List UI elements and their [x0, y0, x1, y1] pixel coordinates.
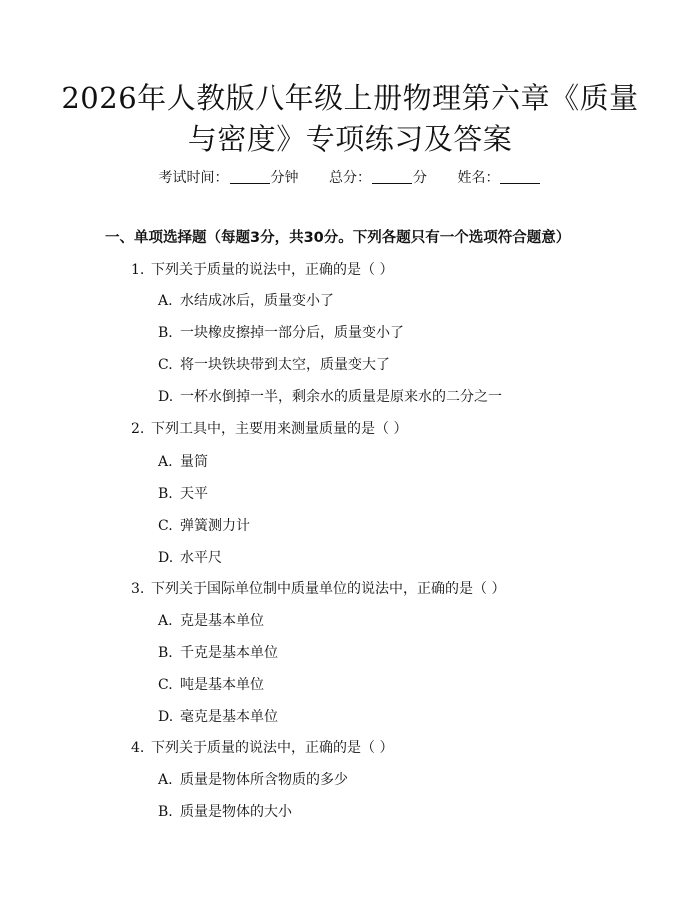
option-text: 弹簧测力计 — [180, 518, 250, 534]
option-text: 吨是基本单位 — [180, 677, 264, 693]
document-title-line-2: 与密度》专项练习及答案 — [187, 122, 513, 156]
student-name-blank — [500, 169, 540, 184]
option-text: 一杯水倒掉一半，剩余水的质量是原来水的二分之一 — [180, 389, 502, 405]
question-3 — [131, 579, 505, 599]
question-text: 下列关于质量的说法中，正确的是（ ） — [151, 740, 394, 756]
question-number: 2. — [131, 421, 145, 437]
option-2d — [158, 548, 222, 568]
option-2c — [158, 516, 250, 536]
section-heading: 一、单项选择题（每题3分，共30分。下列各题只有一个选项符合题意） — [105, 230, 571, 246]
question-2 — [131, 419, 407, 439]
option-3a — [158, 611, 264, 631]
option-text: 质量是物体的大小 — [180, 804, 292, 820]
option-text: 水结成冰后，质量变小了 — [180, 293, 334, 309]
exam-info-row — [0, 168, 700, 188]
question-number: 4. — [131, 740, 145, 756]
exam-time-unit: 分钟 — [270, 170, 299, 186]
option-letter: B. — [158, 804, 173, 820]
option-4b — [158, 802, 292, 822]
total-score-blank — [372, 169, 412, 184]
option-1a — [158, 291, 334, 311]
option-text: 千克是基本单位 — [180, 645, 278, 661]
option-text: 质量是物体所含物质的多少 — [180, 772, 348, 788]
exam-time-blank — [230, 169, 270, 184]
question-text: 下列关于质量的说法中，正确的是（ ） — [151, 262, 394, 278]
option-letter: C. — [158, 677, 173, 693]
option-letter: D. — [158, 709, 174, 725]
student-name-field — [457, 168, 541, 188]
option-1d — [158, 387, 502, 407]
option-text: 毫克是基本单位 — [180, 709, 278, 725]
total-score-unit: 分 — [413, 170, 427, 186]
option-3b — [158, 643, 278, 663]
option-text: 克是基本单位 — [180, 613, 264, 629]
option-4a — [158, 770, 348, 790]
option-text: 一块橡皮擦掉一部分后，质量变小了 — [180, 325, 404, 341]
option-letter: C. — [158, 357, 173, 373]
exam-time-label: 考试时间： — [158, 170, 229, 186]
option-letter: A. — [158, 293, 173, 309]
option-1b — [158, 323, 404, 343]
option-2b — [158, 484, 208, 504]
question-number: 1. — [131, 262, 145, 278]
option-letter: A. — [158, 772, 173, 788]
student-name-label: 姓名： — [457, 170, 500, 186]
exam-time-field — [159, 168, 299, 188]
total-score-label: 总分： — [329, 170, 371, 186]
option-text: 天平 — [180, 486, 208, 502]
option-letter: B. — [158, 645, 173, 661]
option-letter: D. — [158, 550, 174, 566]
question-text: 下列关于国际单位制中质量单位的说法中，正确的是（ ） — [151, 581, 506, 597]
question-4 — [131, 738, 393, 758]
option-3d — [158, 707, 278, 727]
option-letter: B. — [158, 325, 173, 341]
option-2a — [158, 452, 208, 472]
question-text: 下列工具中，主要用来测量质量的是（ ） — [151, 421, 408, 437]
option-letter: C. — [158, 518, 173, 534]
option-letter: A. — [158, 454, 173, 470]
question-number: 3. — [131, 581, 145, 597]
option-3c — [158, 675, 264, 695]
option-text: 水平尺 — [180, 550, 222, 566]
option-text: 将一块铁块带到太空，质量变大了 — [180, 357, 390, 373]
option-letter: D. — [158, 389, 174, 405]
question-1 — [131, 260, 393, 280]
document-title-line-1: 2026年人教版八年级上册物理第六章《质量 — [61, 81, 639, 115]
option-1c — [158, 355, 390, 375]
option-letter: A. — [158, 613, 173, 629]
option-text: 量筒 — [180, 454, 208, 470]
option-letter: B. — [158, 486, 173, 502]
total-score-field — [329, 168, 427, 188]
